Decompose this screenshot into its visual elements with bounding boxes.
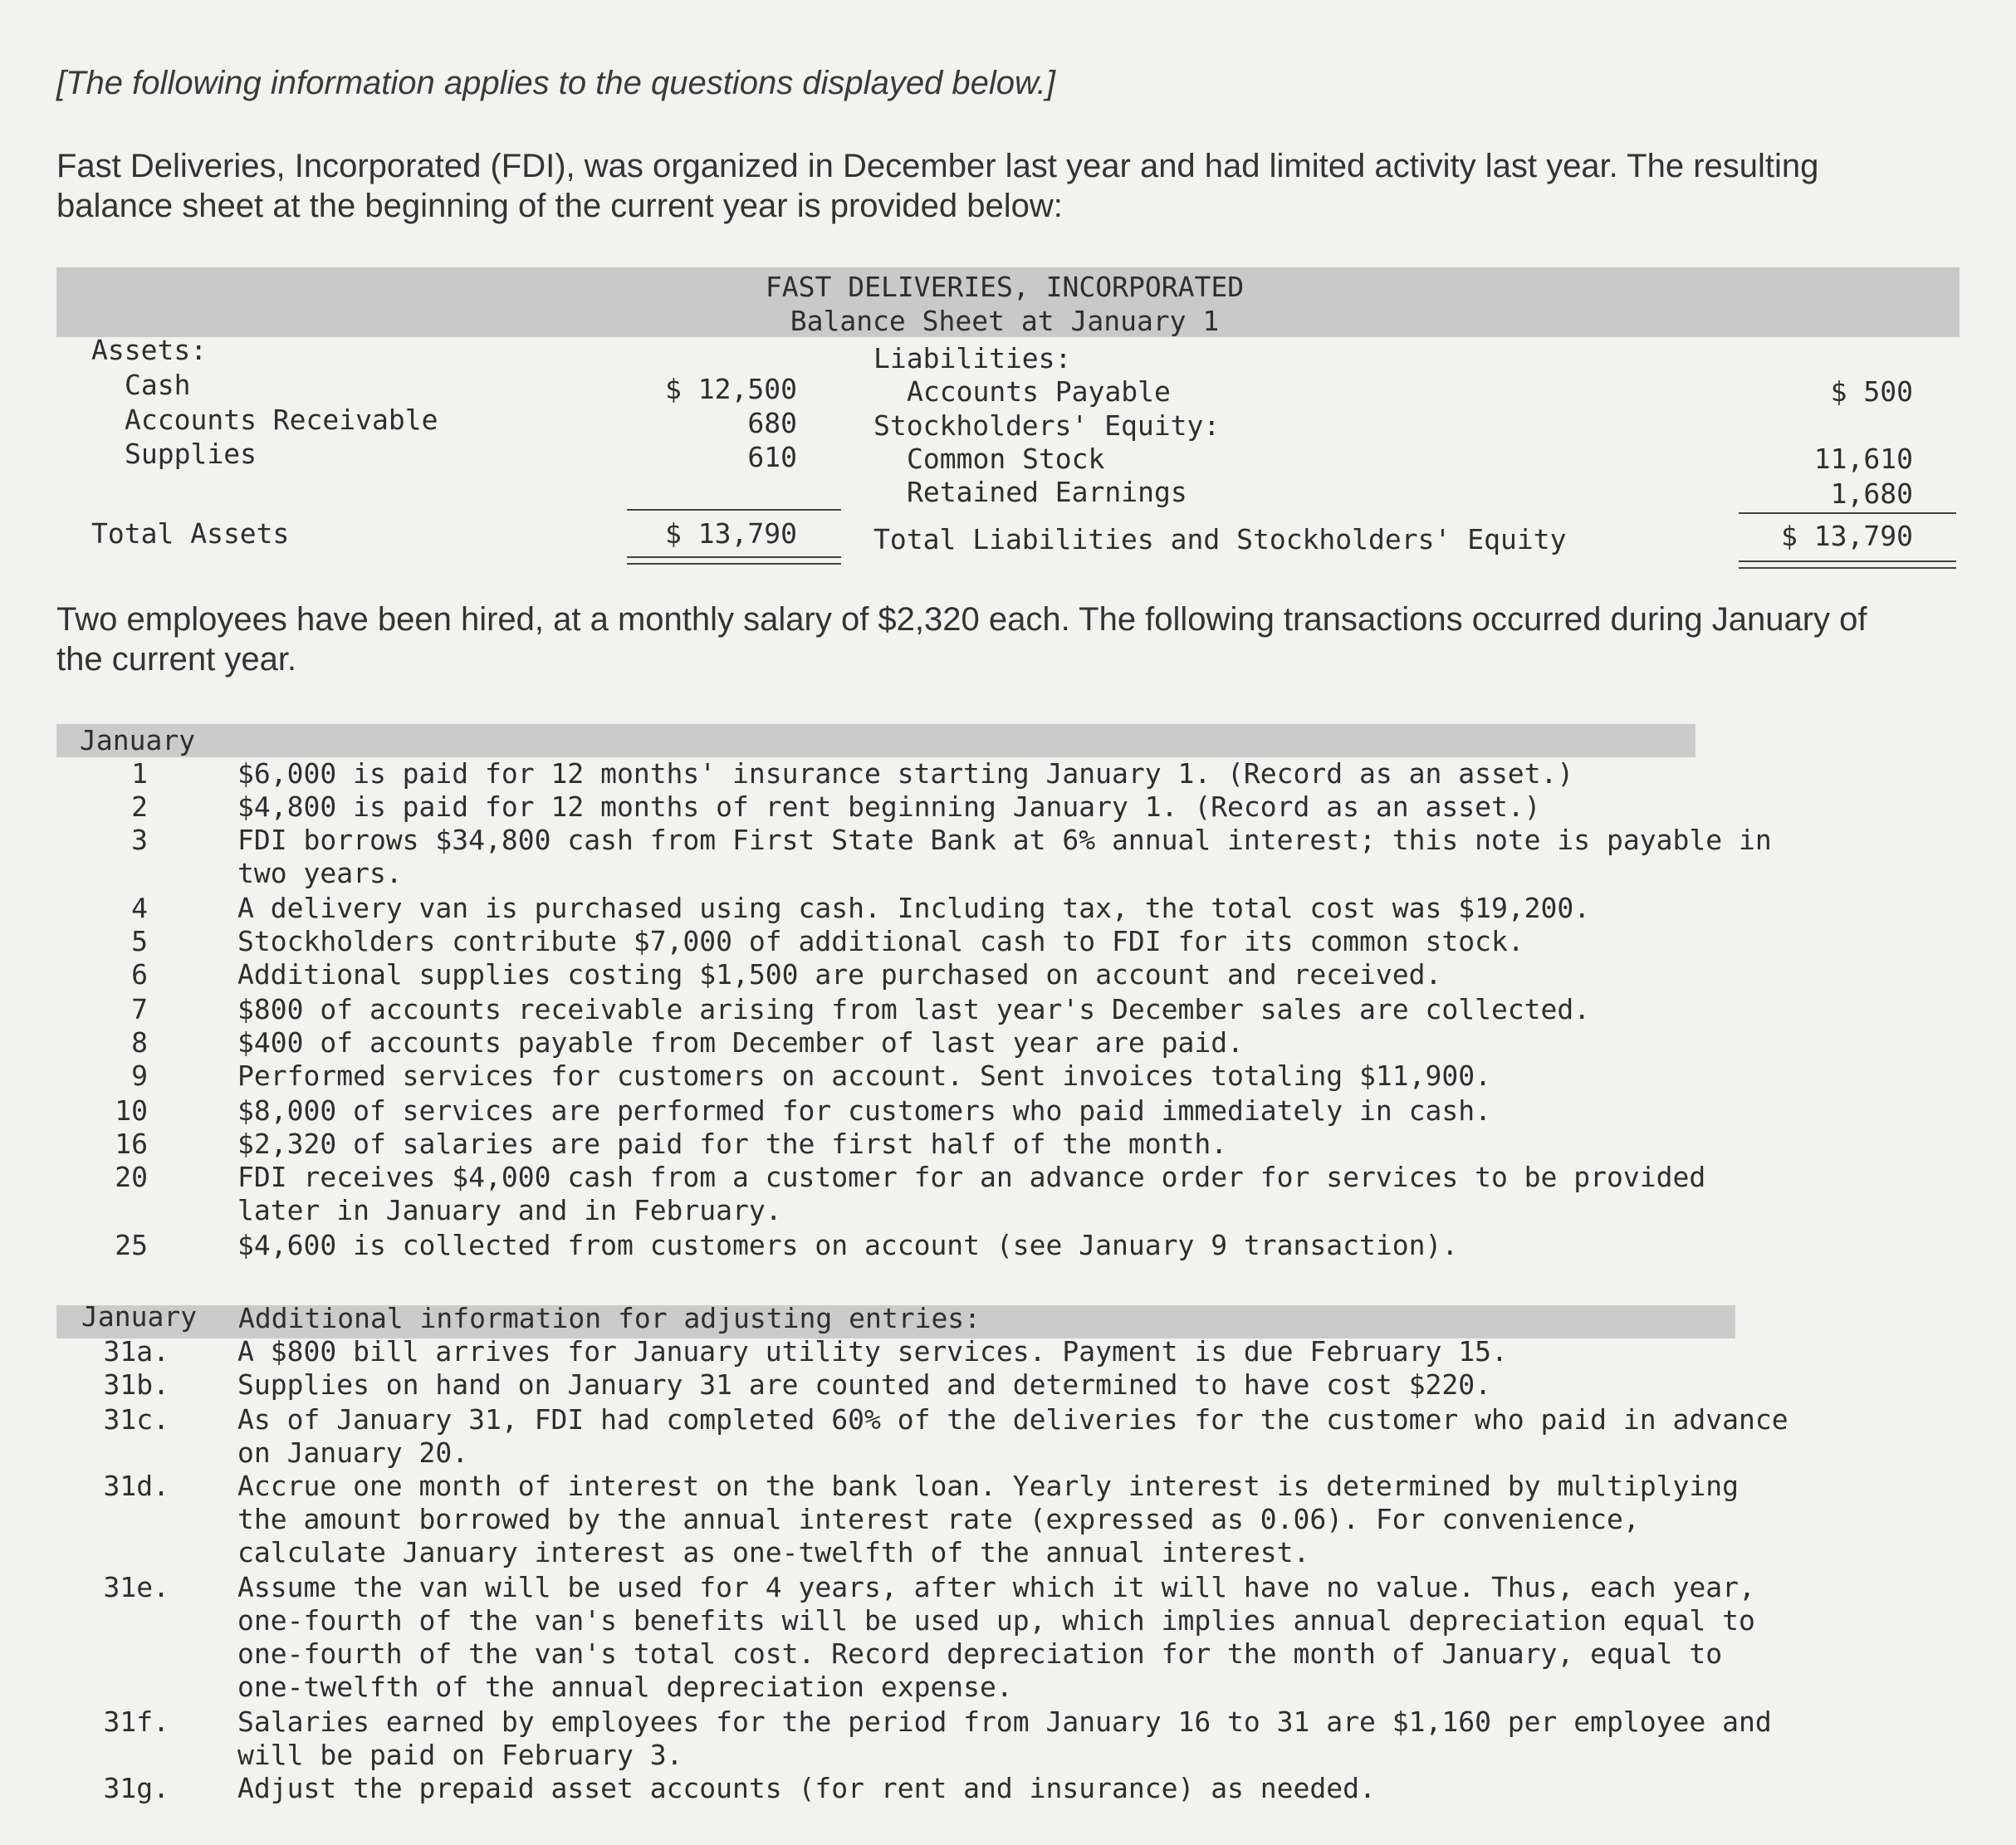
- transaction-row-day: 3: [131, 824, 148, 856]
- transaction-row-day: 6: [131, 958, 148, 991]
- transaction-row-description: $2,320 of salaries are paid for the first half of the month.: [237, 1128, 1228, 1160]
- transaction-row-day: 16: [115, 1128, 148, 1160]
- asset-amount-receivable: 680: [747, 407, 797, 439]
- adjustment-row-description: As of January 31, FDI had completed 60% of the deliveries for the customer who paid in advance on January 20.: [237, 1403, 1788, 1469]
- adjustment-row-day: 31f.: [103, 1706, 169, 1738]
- adjustment-row-day: 31b.: [103, 1368, 169, 1401]
- equity-subtotal-rule: [1739, 512, 1956, 514]
- adjustment-row-description: Salaries earned by employees for the period from January 16 to 31 are $1,160 per employee and will be paid on February 3.: [237, 1706, 1772, 1771]
- transaction-row-description: A delivery van is purchased using cash. Including tax, the total cost was $19,200.: [237, 892, 1591, 924]
- adjustment-row-day: 31a.: [103, 1335, 169, 1368]
- balance-sheet-company: FAST DELIVERIES, INCORPORATED: [765, 271, 1245, 303]
- transaction-row-day: 25: [115, 1229, 148, 1261]
- transaction-row-description: Stockholders contribute $7,000 of additional cash to FDI for its common stock.: [237, 925, 1524, 957]
- asset-amount-cash: $ 12,500: [665, 373, 797, 405]
- adjustments-header-month: January: [81, 1300, 198, 1333]
- transaction-row-description: $8,000 of services are performed for customers who paid immediately in cash.: [237, 1094, 1491, 1127]
- total-assets-double-rule: [627, 556, 841, 565]
- transaction-row-day: 9: [131, 1060, 148, 1092]
- total-liabilities-equity-amount: $ 13,790: [1781, 520, 1913, 552]
- transaction-row-description: FDI receives $4,000 cash from a customer for an advance order for services to be provided later in January and in February.: [237, 1161, 1706, 1226]
- transaction-row-day: 5: [131, 925, 148, 957]
- total-liabilities-equity-label: Total Liabilities and Stockholders' Equity: [873, 523, 1567, 555]
- adjustment-row-day: 31e.: [103, 1571, 169, 1603]
- adjustment-row-day: 31c.: [103, 1403, 169, 1436]
- asset-label-supplies: Supplies: [125, 438, 257, 470]
- equity-heading: Stockholders' Equity:: [873, 409, 1221, 442]
- transaction-row-day: 7: [131, 993, 148, 1025]
- transaction-row-day: 1: [131, 757, 148, 790]
- asset-label-receivable: Accounts Receivable: [125, 404, 438, 436]
- total-le-double-rule: [1739, 560, 1956, 569]
- balance-sheet-subtitle: Balance Sheet at January 1: [790, 305, 1220, 337]
- intro-note: [The following information applies to the questions displayed below.]: [56, 65, 1055, 101]
- transaction-row-day: 8: [131, 1026, 148, 1059]
- adjustment-row-description: Adjust the prepaid asset accounts (for rent and insurance) as needed.: [237, 1772, 1376, 1804]
- transaction-row-description: FDI borrows $34,800 cash from First State Bank at 6% annual interest; this note is payable in two years.: [237, 824, 1772, 889]
- transaction-row-description: $4,600 is collected from customers on account (see January 9 transaction).: [237, 1229, 1459, 1261]
- asset-amount-supplies: 610: [747, 441, 797, 473]
- transaction-row-day: 4: [131, 892, 148, 924]
- adjustment-row-description: Supplies on hand on January 31 are counted and determined to have cost $220.: [237, 1368, 1491, 1401]
- adjustment-row-day: 31d.: [103, 1470, 169, 1502]
- liabilities-heading: Liabilities:: [873, 342, 1072, 374]
- transaction-row-day: 20: [115, 1161, 148, 1193]
- adjustments-header-text: Additional information for adjusting entries:: [238, 1302, 981, 1334]
- transaction-row-description: $6,000 is paid for 12 months' insurance starting January 1. (Record as an asset.): [237, 757, 1574, 790]
- transaction-row-description: $4,800 is paid for 12 months of rent beginning January 1. (Record as an asset.): [237, 790, 1541, 823]
- common-stock-amount: 11,610: [1813, 443, 1913, 475]
- adjustment-row-day: 31g.: [103, 1772, 169, 1804]
- transactions-header-month: January: [80, 724, 196, 756]
- intro-paragraph: Fast Deliveries, Incorporated (FDI), was organized in December last year and had limited activity last year. The resulting balance sheet at the beginning of the current year is provided below:: [56, 148, 1819, 224]
- transaction-row-day: 10: [115, 1094, 148, 1127]
- adjustment-row-description: Assume the van will be used for 4 years, after which it will have no value. Thus, each year, one-fourth of the van's benefits will be used up, which implies annual depreciation equal to one-fourth of the van's total cost. Record depreciation for the month of January, equal to one-twelfth of the annual depreciation expense.: [237, 1571, 1755, 1703]
- transaction-row-description: Additional supplies costing $1,500 are purchased on account and received.: [237, 958, 1442, 991]
- retained-earnings-label: Retained Earnings: [907, 476, 1187, 508]
- adjustment-row-description: Accrue one month of interest on the bank loan. Yearly interest is determined by multiplying the amount borrowed by the annual interest rate (expressed as 0.06). For convenience, calculate January interest as one-twelfth of the annual interest.: [237, 1470, 1739, 1568]
- transaction-row-day: 2: [131, 790, 148, 823]
- common-stock-label: Common Stock: [907, 443, 1105, 475]
- asset-label-cash: Cash: [125, 369, 191, 401]
- transactions-header-band: [56, 724, 1695, 757]
- accounts-payable-label: Accounts Payable: [907, 375, 1171, 408]
- retained-earnings-amount: 1,680: [1830, 477, 1913, 510]
- total-assets-amount: $ 13,790: [665, 517, 797, 550]
- transaction-row-description: Performed services for customers on account. Sent invoices totaling $11,900.: [237, 1060, 1491, 1092]
- total-assets-label: Total Assets: [91, 517, 290, 550]
- assets-subtotal-rule: [627, 509, 841, 511]
- accounts-payable-amount: $ 500: [1830, 375, 1913, 408]
- transaction-row-description: $800 of accounts receivable arising from last year's December sales are collected.: [237, 993, 1591, 1025]
- transaction-row-description: $400 of accounts payable from December of last year are paid.: [237, 1026, 1244, 1059]
- assets-heading: Assets:: [91, 334, 208, 366]
- employees-paragraph: Two employees have been hired, at a monthly salary of $2,320 each. The following transactions occurred during January of the current year.: [56, 601, 1867, 678]
- adjustment-row-description: A $800 bill arrives for January utility services. Payment is due February 15.: [237, 1335, 1508, 1368]
